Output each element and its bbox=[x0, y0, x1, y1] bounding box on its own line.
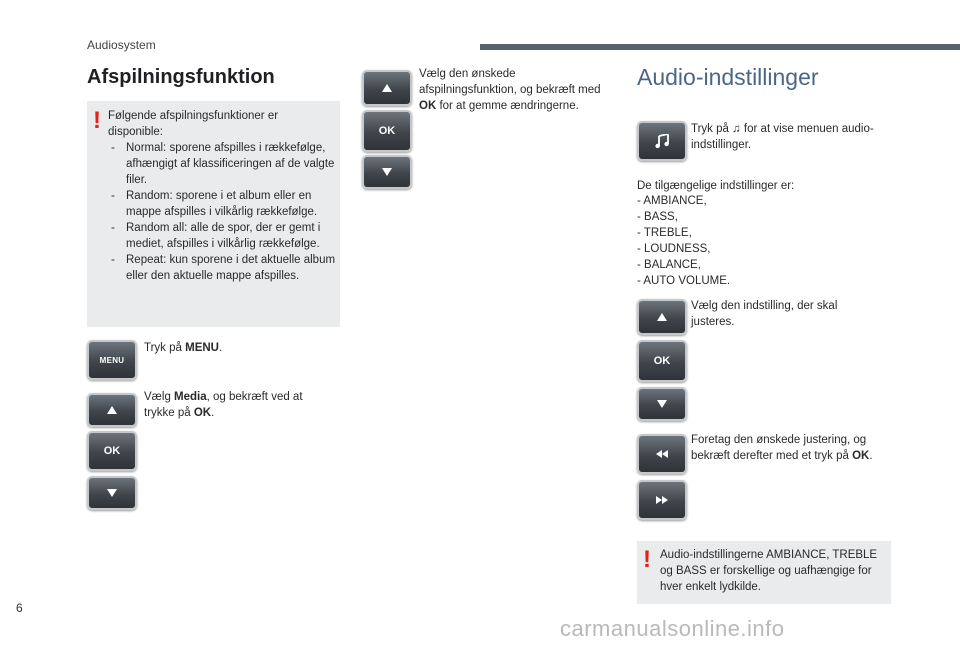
fast-forward-button[interactable] bbox=[637, 480, 687, 520]
settings-list bbox=[637, 193, 887, 289]
down-button[interactable] bbox=[637, 387, 687, 421]
list-item: - AUTO VOLUME. bbox=[637, 273, 887, 289]
step-bold: OK bbox=[419, 100, 437, 112]
step-bold: Media bbox=[174, 391, 207, 403]
up-button[interactable] bbox=[362, 70, 412, 106]
arrow-up-icon bbox=[107, 406, 117, 414]
step-text: Tryk på bbox=[691, 123, 733, 135]
menu-button[interactable] bbox=[87, 340, 137, 380]
music-note-icon bbox=[655, 134, 669, 148]
audio-settings-button[interactable] bbox=[637, 121, 687, 161]
up-button[interactable] bbox=[637, 299, 687, 335]
section-title-playback: Afspilningsfunktion bbox=[87, 66, 275, 88]
list-item: - TREBLE, bbox=[637, 225, 887, 241]
step-text: . bbox=[211, 407, 215, 419]
step-select-playback bbox=[419, 66, 615, 114]
ok-button[interactable] bbox=[362, 110, 412, 152]
music-note-glyph-icon: ♫ bbox=[732, 123, 741, 135]
arrow-up-icon bbox=[382, 84, 392, 92]
list-item: - BALANCE, bbox=[637, 257, 887, 273]
ok-button[interactable] bbox=[637, 340, 687, 382]
step-text: for at vise menuen audio-indstillinger. bbox=[691, 123, 874, 151]
list-item: - Random all: alle de spor, der er gemt i mediet, afspilles i vilkårlig rækkefølge. bbox=[108, 220, 336, 252]
step-text: Vælg den ønskede afspilningsfunktion, og bekræft med bbox=[419, 68, 601, 96]
step-bold: OK bbox=[193, 407, 212, 419]
playback-mode-list bbox=[108, 140, 336, 284]
arrow-up-icon bbox=[657, 313, 667, 321]
section-title-audio: Audio-indstillinger bbox=[637, 64, 819, 90]
step-adjust-setting bbox=[691, 432, 891, 464]
list-item: - Repeat: kun sporene i det aktuelle album eller den aktuelle mappe afspilles. bbox=[108, 252, 336, 284]
ok-button-label: OK bbox=[103, 445, 121, 457]
down-button[interactable] bbox=[87, 476, 137, 510]
step-press-audio bbox=[691, 121, 891, 153]
ok-button-label: OK bbox=[653, 355, 671, 367]
playback-warning-box bbox=[87, 101, 340, 327]
warning-intro: Følgende afspilningsfunktioner er disponible: bbox=[108, 110, 279, 138]
header-bar bbox=[480, 44, 960, 50]
list-item: - Normal: sporene afspilles i rækkefølge, afhængigt af klassificeringen af de valgte filer. bbox=[108, 140, 336, 188]
rewind-icon bbox=[656, 450, 668, 458]
page-number: 6 bbox=[16, 601, 23, 615]
down-button[interactable] bbox=[362, 155, 412, 189]
warning-icon: ! bbox=[93, 107, 101, 134]
watermark: carmanualsonline.info bbox=[560, 616, 785, 641]
step-text: Tryk på bbox=[144, 342, 186, 354]
audio-note-text: Audio-indstillingerne AMBIANCE, TREBLE og BASS er forskellige og uafhængige for hver enkelt lydkilde. bbox=[660, 549, 878, 593]
rewind-button[interactable] bbox=[637, 434, 687, 474]
step-select-media bbox=[144, 389, 334, 421]
section-label: Audiosystem bbox=[87, 38, 156, 52]
warning-icon: ! bbox=[643, 546, 651, 573]
audio-note-box bbox=[637, 541, 891, 604]
fast-forward-icon bbox=[656, 496, 668, 504]
up-button[interactable] bbox=[87, 393, 137, 427]
warning-content bbox=[108, 108, 336, 284]
step-text: Vælg bbox=[144, 391, 175, 403]
step-press-menu bbox=[144, 340, 334, 356]
settings-intro: De tilgængelige indstillinger er: bbox=[637, 180, 795, 192]
step-bold: OK bbox=[852, 450, 870, 462]
ok-button-label: OK bbox=[378, 125, 396, 137]
list-item: - BASS, bbox=[637, 209, 887, 225]
step-text: , og bekræft ved at trykke på bbox=[144, 391, 303, 419]
step-text: Foretag den ønskede justering, og bekræft derefter med et tryk på bbox=[691, 434, 867, 462]
ok-button[interactable] bbox=[87, 431, 137, 471]
menu-button-label: MENU bbox=[99, 355, 125, 365]
arrow-down-icon bbox=[657, 400, 667, 408]
step-bold: MENU bbox=[185, 342, 219, 354]
list-item: - LOUDNESS, bbox=[637, 241, 887, 257]
step-text: for at gemme ændringerne. bbox=[436, 100, 579, 112]
step-text: . bbox=[869, 450, 873, 462]
list-item: - AMBIANCE, bbox=[637, 193, 887, 209]
list-item: - Random: sporene i et album eller en mappe afspilles i vilkårlig rækkefølge. bbox=[108, 188, 336, 220]
step-text: . bbox=[218, 342, 223, 354]
step-select-setting: Vælg den indstilling, der skal justeres. bbox=[691, 300, 838, 328]
arrow-down-icon bbox=[107, 489, 117, 497]
arrow-down-icon bbox=[382, 168, 392, 176]
